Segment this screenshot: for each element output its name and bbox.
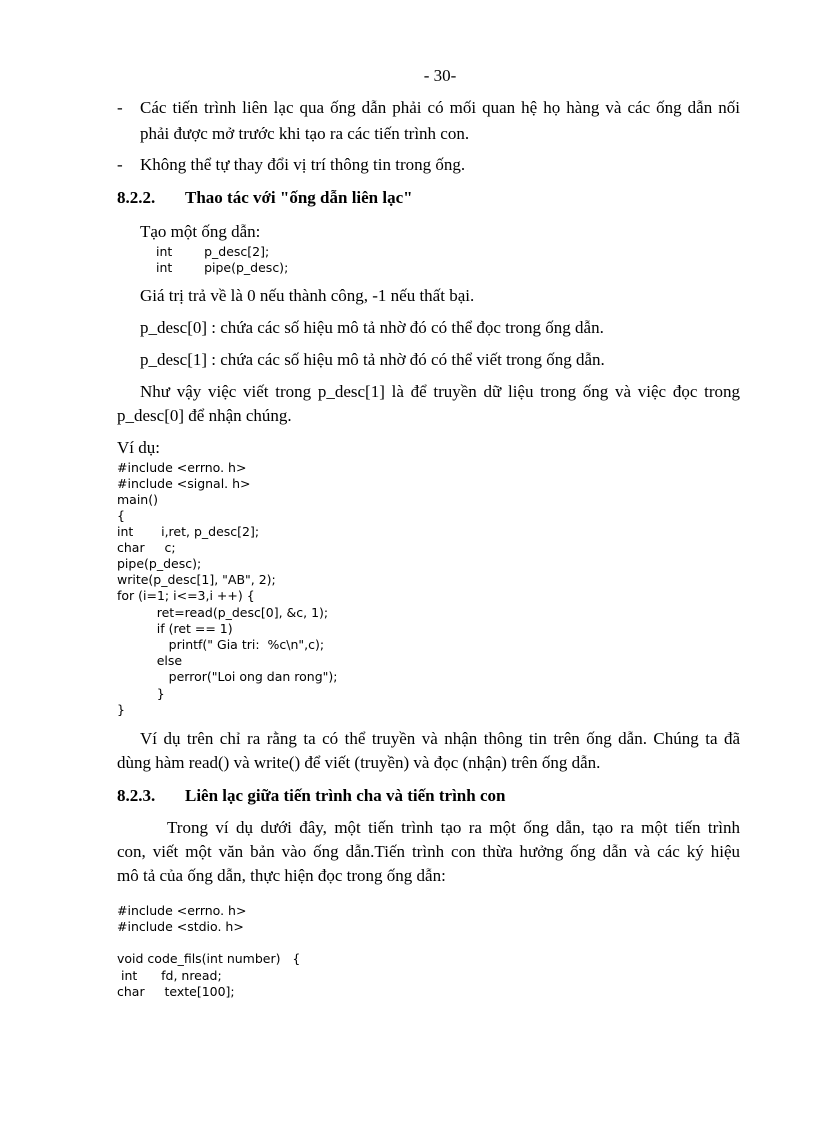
- code-line: pipe(p_desc);: [117, 556, 202, 571]
- code-line: #include <errno. h>: [117, 903, 247, 918]
- code-line: main(): [117, 492, 158, 507]
- code-line: int p_desc[2];: [156, 244, 270, 259]
- code-line: {: [117, 508, 125, 523]
- section-title: Liên lạc giữa tiến trình cha và tiến trình con: [185, 786, 506, 805]
- pdesc1-text: p_desc[1] : chứa các số hiệu mô tả nhờ đó có thể viết trong ống dẫn.: [140, 350, 605, 369]
- example-explain-line: dùng hàm read() và write() để viết (truyền) và đọc (nhận) trên ống dẫn.: [117, 753, 601, 772]
- summary-line: p_desc[0] để nhận chúng.: [117, 406, 292, 425]
- bullet-line: phải được mở trước khi tạo ra các tiến trình con.: [140, 124, 470, 143]
- return-value-text: Giá trị trả về là 0 nếu thành công, -1 nếu thất bại.: [140, 286, 475, 305]
- intro-line: con, viết một văn bản vào ống dẫn.Tiến trình con thừa hưởng ống dẫn và các ký hiệu: [117, 842, 740, 861]
- code-line: char c;: [117, 540, 176, 555]
- bullet-line: Không thể tự thay đổi vị trí thông tin trong ống.: [140, 155, 466, 174]
- code-line: int fd, nread;: [117, 968, 222, 983]
- section-number: 8.2.3.: [117, 786, 156, 805]
- code-line: else: [117, 653, 183, 668]
- code-line: printf(" Gia tri: %c\n",c);: [117, 637, 325, 652]
- bullet-line: Các tiến trình liên lạc qua ống dẫn phải có mối quan hệ họ hàng và các ống dẫn nối: [140, 98, 740, 117]
- code-line: }: [117, 686, 165, 701]
- code-line: for (i=1; i<=3,i ++) {: [117, 588, 255, 603]
- create-pipe-text: Tạo một ống dẫn:: [140, 222, 261, 241]
- bullet-dash: -: [117, 98, 123, 117]
- code-line: }: [117, 702, 125, 717]
- section-number: 8.2.2.: [117, 188, 156, 207]
- code-line: #include <signal. h>: [117, 476, 251, 491]
- code-line: if (ret == 1): [117, 621, 233, 636]
- section-title: Thao tác với "ống dẫn liên lạc": [185, 188, 413, 207]
- code-line: perror("Loi ong dan rong");: [117, 669, 338, 684]
- code-line: int i,ret, p_desc[2];: [117, 524, 260, 539]
- code-line: void code_fils(int number) {: [117, 951, 301, 966]
- code-line: #include <stdio. h>: [117, 919, 244, 934]
- example-label: Ví dụ:: [117, 438, 160, 457]
- page-number: - 30-: [423, 66, 457, 85]
- code-line: write(p_desc[1], "AB", 2);: [117, 572, 276, 587]
- intro-line: Trong ví dụ dưới đây, một tiến trình tạo ra một ống dẫn, tạo ra một tiến trình: [167, 818, 740, 837]
- bullet-dash: -: [117, 155, 123, 174]
- code-line: int pipe(p_desc);: [156, 260, 289, 275]
- intro-line: mô tả của ống dẫn, thực hiện đọc trong ống dẫn:: [117, 866, 446, 885]
- example-explain-line: Ví dụ trên chỉ ra rằng ta có thể truyền và nhận thông tin trên ống dẫn. Chúng ta đã: [140, 729, 740, 748]
- summary-line: Như vậy việc viết trong p_desc[1] là để truyền dữ liệu trong ống và việc đọc trong: [140, 382, 740, 401]
- code-line: #include <errno. h>: [117, 460, 247, 475]
- pdesc0-text: p_desc[0] : chứa các số hiệu mô tả nhờ đó có thể đọc trong ống dẫn.: [140, 318, 604, 337]
- code-line: ret=read(p_desc[0], &c, 1);: [117, 605, 329, 620]
- code-line: char texte[100];: [117, 984, 235, 999]
